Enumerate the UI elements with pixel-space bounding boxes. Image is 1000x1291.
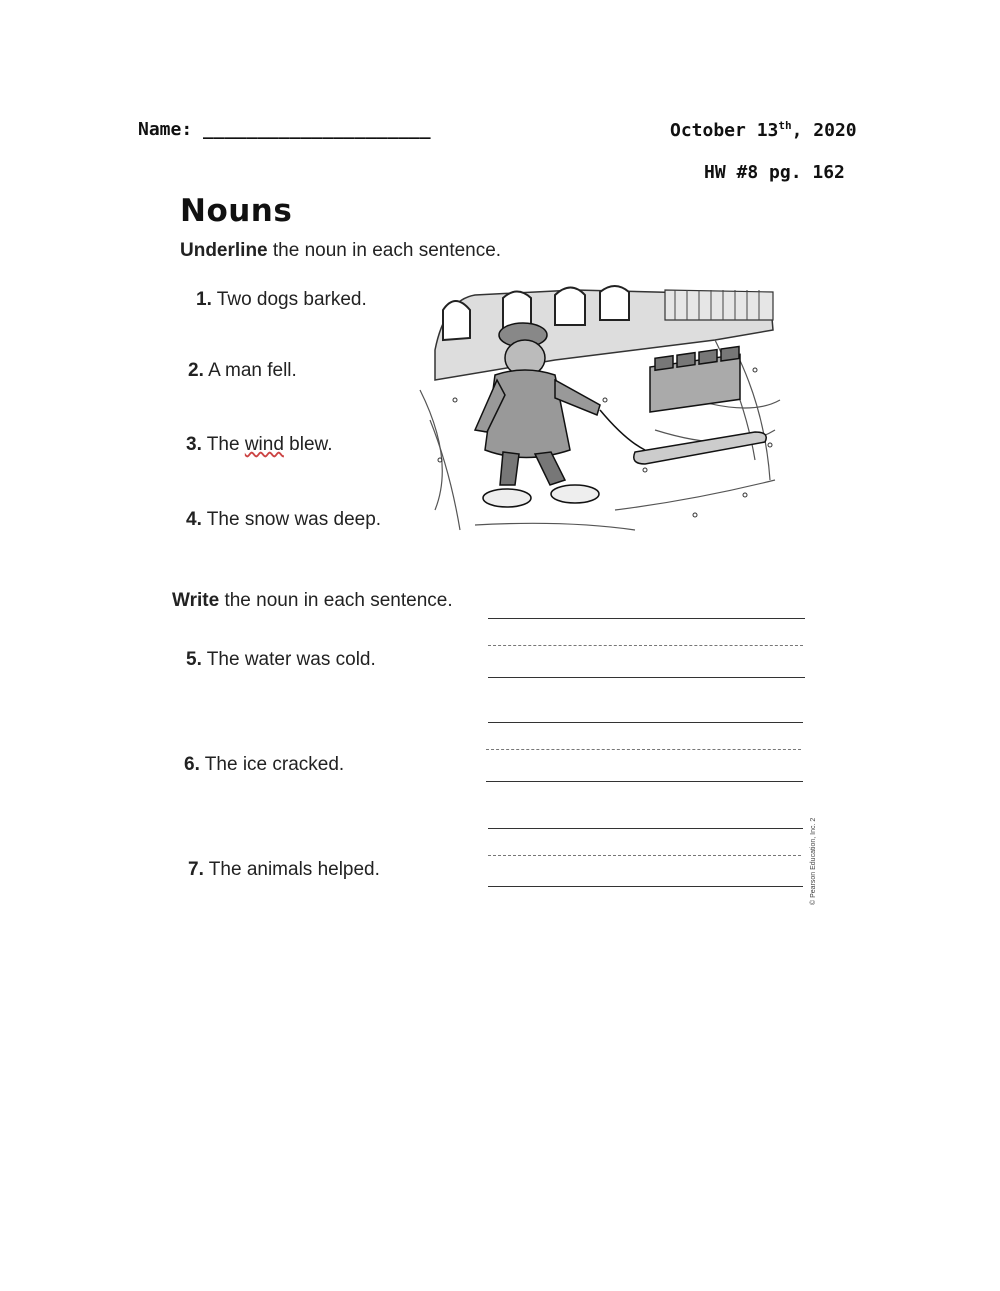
sentence-number: 6. xyxy=(184,754,200,775)
answer-line-mid xyxy=(488,855,801,856)
sentence-7 xyxy=(188,859,380,881)
page-title: Nouns xyxy=(180,193,293,229)
sentence-number: 1. xyxy=(196,289,212,310)
instruction-write-rest: the noun in each sentence. xyxy=(219,590,453,611)
instruction-underline-rest: the noun in each sentence. xyxy=(267,240,502,261)
instruction-underline-bold: Underline xyxy=(180,240,268,261)
sentence-number: 2. xyxy=(188,360,204,381)
date-month: October 13 xyxy=(670,120,779,141)
sentence-text[interactable]: Two dogs barked. xyxy=(216,289,367,310)
answer-line-base xyxy=(488,677,805,678)
name-label-text: Name: xyxy=(138,119,193,140)
answer-line-mid xyxy=(486,749,801,750)
instruction-write-bold: Write xyxy=(172,590,220,611)
sentence-text: The water was cold. xyxy=(206,649,376,670)
answer-line-top xyxy=(488,618,805,619)
instruction-write xyxy=(172,590,453,612)
date-sup: th xyxy=(778,119,792,132)
name-blank[interactable]: _____________________ xyxy=(203,119,431,140)
date-year: , 2020 xyxy=(791,120,857,141)
sentence-text[interactable]: The snow was deep. xyxy=(206,509,382,530)
sentence-3[interactable] xyxy=(186,434,333,456)
sentence-number: 4. xyxy=(186,509,202,530)
copyright-notice: © Pearson Education, Inc. 2 xyxy=(810,817,817,905)
sentence-text: The ice cracked. xyxy=(204,754,345,775)
answer-line-top xyxy=(488,722,803,723)
sentence-5 xyxy=(186,649,376,671)
sentence-6 xyxy=(184,754,344,776)
sentence-4[interactable] xyxy=(186,509,381,531)
date xyxy=(670,119,857,141)
sentence-number: 5. xyxy=(186,649,202,670)
sentence-text: The animals helped. xyxy=(208,859,380,880)
sentence-text-after[interactable]: blew. xyxy=(283,434,333,455)
sentence-2[interactable] xyxy=(188,360,297,382)
sentence-text-before[interactable]: The xyxy=(206,434,245,455)
answer-line-base xyxy=(486,781,803,782)
sentence-number: 7. xyxy=(188,859,204,880)
instruction-underline xyxy=(180,240,501,262)
answer-line-base xyxy=(488,886,803,887)
sentence-text[interactable]: A man fell. xyxy=(208,360,297,381)
sentence-text-marked[interactable]: wind xyxy=(244,434,284,455)
homework-label: HW #8 pg. 162 xyxy=(704,162,845,183)
sentence-number: 3. xyxy=(186,434,202,455)
name-label xyxy=(138,119,431,140)
answer-line-top xyxy=(488,828,803,829)
child-pulling-sled-illustration xyxy=(415,280,785,535)
sentence-1[interactable] xyxy=(196,289,367,311)
answer-line-mid xyxy=(488,645,803,646)
